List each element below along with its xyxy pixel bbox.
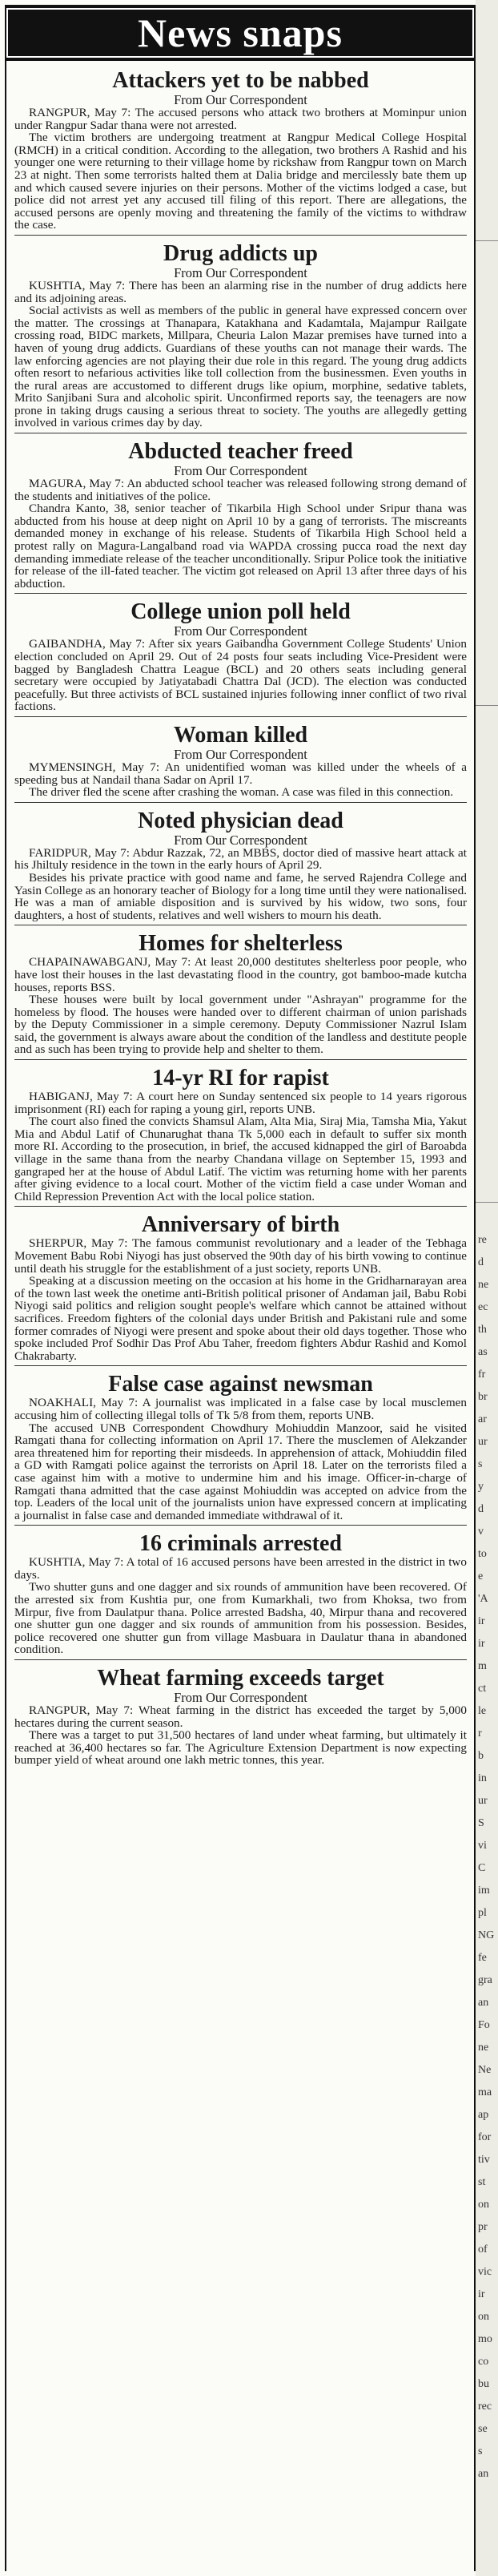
clipped-text-fragment: rec [478, 2401, 492, 2413]
clipped-text-fragment: mo [478, 2333, 492, 2345]
clipped-text-fragment: e [478, 1570, 484, 1582]
clipped-text-fragment: ne [478, 2042, 489, 2054]
body-paragraph: Speaking at a discussion meeting on the occasion at his home in the Gridharnarayan area of the town last week the onetime anti-British political prisoner of Andaman jail, Babu Robi Niyogi said politics and religion sought people's welfare which cannot be attained without sacrifices. Freedom fighters of the colonial days under British and Pakistani rule and some former comrades of Niyogi were present and spoke about their old days together. Those who spoke included Prof Sodhir Das Prof Abu Taher, freedom fighters Abdur Rashid and Komol Chakrabarty. [14, 1274, 467, 1363]
clipped-text-fragment: ec [478, 1301, 488, 1313]
clipped-text-fragment: in [478, 1772, 487, 1784]
byline: From Our Correspondent [174, 832, 307, 848]
banner-frame [6, 5, 474, 61]
clipped-text-fragment: NG [478, 1929, 495, 1941]
body-paragraph: CHAPAINAWABGANJ, May 7: At least 20,000 destitutes shelterless poor people, who have lost their houses in the last devastating flood in the country, got bamboo-made kutcha houses, reports BSS. [14, 955, 467, 994]
clipped-text-fragment: ma [478, 2086, 492, 2098]
clipped-text-fragment: fe [478, 1952, 487, 1964]
body-paragraph: The accused UNB Correspondent Chowdhury Mohiuddin Manzoor, said he visited Ramgati thana for collecting information on April 17. There the musclemen of Alekzander area threatened him for reporting their misdeeds. In apprehension of attack, Mohiuddin filed a GD with Ramgati police against the terrorists on April 18. Later on the terrorists filed a case against him with a motive to undermine him and his image. Officer-in-charge of Ramgati thana admitted that the case against Mohiuddin was accepted on advice from the top. Leaders of the local unit of the journalists union have expressed concern at implicating a journalist in false case and demanded immediate withdrawal of it. [14, 1421, 467, 1522]
story-divider [14, 235, 467, 236]
headline: Abducted teacher freed [128, 439, 353, 465]
story-divider [14, 1659, 467, 1660]
news-snaps-page [5, 5, 476, 2571]
byline: From Our Correspondent [174, 1690, 307, 1706]
news-item [14, 68, 467, 236]
clipped-text-fragment: re [478, 1234, 487, 1246]
byline: From Our Correspondent [174, 92, 307, 107]
clipped-text-fragment: ne [478, 1279, 489, 1291]
clipped-text-fragment: im [478, 1885, 490, 1897]
clipped-text-fragment: fr [478, 1369, 486, 1381]
clipped-text-fragment: co [478, 2356, 489, 2368]
clipped-text-fragment: ur [478, 1795, 488, 1807]
body-paragraph: MAGURA, May 7: An abducted school teacher was released following strong demand of the students and initiatives of the police. [14, 477, 467, 503]
body-paragraph: NOAKHALI, May 7: A journalist was implicated in a false case by local musclemen accusing him of collecting illegal tolls of Tk 5/8 from them, reports UNB. [14, 1396, 467, 1422]
clipped-text-fragment: as [478, 1346, 488, 1358]
stories-column [6, 61, 474, 1767]
body-paragraph: Social activists as well as members of the public in general have expressed concern over the matter. The crossings at Thanapara, Katakhana and Kadamtala, Majampur Railgate crossing road, BIDC markets, Millpara, Cheuria Lalon Mazar premises have turned into a haven of young drug addicts. Guardians of these youths can not manage their wards. The law enforcing agencies are not playing their due role in this regard. The young drug addicts often resort to nefarious activities like toll collection from the businessmen. Even youths in the rural areas are accustomed to different drugs like opium, morphine, sedative tablets, Mrito Sanjibani Sura and alcoholic spirit. Unconfirmed reports say, the teenagers are now prone in taking drugs causing a serious threat to society. The youths are allegedly getting involved in various crimes day by day. [14, 304, 467, 430]
body-paragraph: Chandra Kanto, 38, senior teacher of Tikarbila High School under Sripur thana was abducted from his house at deep night on April 10 by a gang of terrorists. The miscreants demanded money in exchange of his release. Students of Tikarbila High School held a protest rally on Magura-Langalband road via WAPDA crossing pucca road the next day demanding immediate release of the teacher unconditionally. Sripur Police took the initiative for release of the ill-fated teacher. The victim got released on April 13 after three days of his abduction. [14, 502, 467, 591]
headline: Attackers yet to be nabbed [112, 68, 369, 93]
clipped-text-fragment: an [478, 2468, 489, 2480]
headline: Homes for shelterless [139, 931, 343, 957]
clipped-text-fragment: bu [478, 2378, 489, 2390]
clipped-text-fragment: Fo [478, 2019, 490, 2031]
clipped-text-fragment: s [478, 2445, 483, 2457]
body-paragraph: MYMENSINGH, May 7: An unidentified woman was killed under the wheels of a speeding bus at Nandail thana Sadar on April 17. [14, 760, 467, 787]
headline: Woman killed [173, 722, 308, 748]
clipped-text-fragment: s [478, 1458, 483, 1470]
news-item [14, 1066, 467, 1207]
news-item [14, 931, 467, 1060]
clipped-text-fragment: Ne [478, 2064, 492, 2076]
adjacent-column-fragment [476, 0, 498, 2576]
headline: False case against newsman [108, 1372, 373, 1397]
body-paragraph: GAIBANDHA, May 7: After six years Gaibandha Government College Students' Union election concluded on April 29. Out of 24 posts four seats including Vice-President were bagged by Bangladesh Chattra League (BCL) and 20 others seats including general secretary were occupied by Jatiyatabadi Chattra Dal (JCD). The election was conducted peacefully. But three activists of BCL sustained injuries following inner conflict of two rival factions. [14, 637, 467, 714]
clipped-text-fragment: on [478, 2199, 489, 2211]
clipped-text-fragment: pr [478, 2221, 488, 2233]
clipped-text-fragment: st [478, 2176, 486, 2188]
clipped-text-fragment: d [478, 1503, 484, 1515]
clipped-text-fragment: ir [478, 2288, 485, 2300]
body-paragraph: There was a target to put 31,500 hectares of land under wheat farming, but ultimately it reached at 36,400 hectares so far. The Agriculture Extension Department is now expecting bumper yield of wheat around one lakh metric tonnes, this year. [14, 1728, 467, 1768]
news-item [14, 241, 467, 433]
story-divider [14, 802, 467, 803]
clipped-text-fragment: ar [478, 1413, 487, 1425]
clipped-text-fragment: se [478, 2423, 488, 2435]
clipped-text-fragment: m [478, 1660, 487, 1672]
section-title: News snaps [6, 8, 474, 58]
story-divider [14, 1059, 467, 1060]
clipped-text-fragment: b [478, 1750, 484, 1762]
headline: Drug addicts up [163, 240, 318, 266]
byline: From Our Correspondent [174, 746, 307, 762]
news-item [14, 1212, 467, 1366]
news-item [14, 599, 467, 717]
clipped-text-fragment: to [478, 1548, 487, 1560]
clipped-text-fragment: gra [478, 1974, 492, 1986]
clipped-text-fragment: d [478, 1256, 484, 1268]
clipped-text-fragment: br [478, 1391, 488, 1403]
byline: From Our Correspondent [174, 623, 307, 639]
body-paragraph: HABIGANJ, May 7: A court here on Sunday sentenced six people to 14 years rigorous imprisonment (RI) each for raping a young girl, reports UNB. [14, 1090, 467, 1116]
clipped-text-fragment: vi [478, 1840, 487, 1852]
headline: Wheat farming exceeds target [97, 1666, 384, 1691]
headline: 14-yr RI for rapist [152, 1066, 329, 1091]
column-rule [476, 705, 498, 706]
body-paragraph: KUSHTIA, May 7: There has been an alarming rise in the number of drug addicts here and its adjoining areas. [14, 278, 467, 305]
headline: Anniversary of birth [141, 1212, 340, 1238]
story-divider [14, 1365, 467, 1366]
clipped-text-fragment: S [478, 1817, 484, 1829]
body-paragraph: Besides his private practice with good name and fame, he served Rajendra College and Yasin College as an honorary teacher of Biology for a long time until they were nationalised. He was a man of amiable disposition and is survived by his widow, two sons, four daughters, a host of students, relatives and well wishers to mourn his death. [14, 870, 467, 922]
clipped-text-fragment: y [478, 1481, 484, 1493]
body-paragraph: The court also fined the convicts Shamsul Alam, Alta Mia, Siraj Mia, Tamsha Mia, Yakut Mia and Abdul Latif of Chunarughat thana Tk 5,000 each in default to suffer six month more RI. According to the prosecution, in brief, the accused kidnapped the girl of Baroabda village in the same thana from the nearby Chandana village on September 15, 1993 and gangraped her at the house of Abdul Latif. The victim was returning home with her parents after giving evidence to a local court. Mother of the victim field a case under Woman and Child Repression Prevention Act with the local police station. [14, 1115, 467, 1203]
news-item [14, 439, 467, 594]
headline: 16 criminals arrested [139, 1531, 342, 1557]
clipped-text-fragment: ir [478, 1615, 485, 1627]
clipped-text-fragment: ur [478, 1436, 488, 1448]
clipped-text-fragment: vic [478, 2266, 492, 2278]
clipped-text-fragment: ir [478, 1638, 485, 1650]
clipped-text-fragment: C [478, 1862, 486, 1874]
body-paragraph: These houses were built by local government under "Ashrayan" programme for the homeless by flood. The houses were handed over to different chairman of union parishads by the Deputy Commissioner in a simple ceremony. Deputy Commissioner Nazrul Islam said, the government is always aware about the condition of the landless and destitute people and as such has been trying to provide help and shelter to them. [14, 993, 467, 1057]
clipped-text-fragment: on [478, 2311, 489, 2323]
body-paragraph: RANGPUR, May 7: The accused persons who attack two brothers at Mominpur union under Rangpur Sadar thana were not arrested. [14, 106, 467, 132]
clipped-text-fragment: for [478, 2131, 492, 2143]
clipped-text-fragment: tiv [478, 2154, 490, 2166]
story-divider [14, 1206, 467, 1207]
news-item [14, 1531, 467, 1660]
clipped-text-fragment: 'A [478, 1593, 488, 1605]
body-paragraph: RANGPUR, May 7: Wheat farming in the district has exceeded the target by 5,000 hectares during the current season. [14, 1703, 467, 1730]
clipped-text-fragment: of [478, 2243, 488, 2256]
clipped-text-fragment: ap [478, 2109, 489, 2121]
headline: Noted physician dead [138, 808, 343, 833]
news-item [14, 1666, 467, 1767]
story-divider [14, 716, 467, 717]
story-divider [14, 593, 467, 594]
clipped-text-fragment: an [478, 1997, 489, 2009]
body-paragraph: FARIDPUR, May 7: Abdur Razzak, 72, an MBBS, doctor died of massive heart attack at his Jhiltuly residence in the town in the early hours of April 29. [14, 845, 467, 873]
clipped-text-fragment: v [478, 1526, 484, 1538]
byline: From Our Correspondent [174, 264, 307, 280]
body-paragraph: The victim brothers are undergoing treatment at Rangpur Medical College Hospital (RMCH) in a critical condition. According to the allegation, two brothers A Rashid and his younger one were returning to their village home by rickshaw from Rangpur town on March 23 at night. Then some terrorists halted them at Dalia bridge and mercilessly bate them up and which caused severe injuries on their persons. Mother of the victims lodged a case, but police did not arrest yet any accused till filing of this report. There are allegations, the accused persons are openly moving and threatening the family of the victims to withdraw the case. [14, 131, 467, 232]
clipped-text-fragment: th [478, 1324, 487, 1336]
body-paragraph: Two shutter guns and one dagger and six rounds of ammunition have been recovered. Of the arrested six from Kushtia pur, one from Kumarkhali, two from Khoksa, two from Mirpur, five from Daulatpur thana. Police arrested Badsha, 40, Mirpur thana and recovered one shutter gun one dagger and six rounds of ammunition from his possession. Besides, police recovered one shutter gun from village Masbuara in Daulatur thana in abandoned condition. [14, 1580, 467, 1657]
clipped-text-fragment: ct [478, 1683, 487, 1695]
body-paragraph: The driver fled the scene after crashing the woman. A case was filed in this connection. [29, 785, 454, 800]
news-item [14, 808, 467, 926]
body-paragraph: KUSHTIA, May 7: A total of 16 accused persons have been arrested in the district in two days. [14, 1555, 467, 1582]
news-item [14, 1372, 467, 1526]
news-item [14, 723, 467, 803]
clipped-text-fragment: r [478, 1727, 482, 1740]
byline: From Our Correspondent [174, 463, 307, 479]
column-rule [476, 240, 498, 241]
clipped-text-fragment: le [478, 1705, 487, 1717]
headline: College union poll held [131, 599, 351, 625]
column-rule [476, 1202, 498, 1203]
clipped-text-fragment: pl [478, 1907, 487, 1919]
story-divider [14, 1525, 467, 1526]
body-paragraph: SHERPUR, May 7: The famous communist revolutionary and a leader of the Tebhaga Movement Babu Robi Niyogi has just observed the 90th day of his birth vowing to continue until death his struggle for the establishment of a just society, reports UNB. [14, 1236, 467, 1276]
